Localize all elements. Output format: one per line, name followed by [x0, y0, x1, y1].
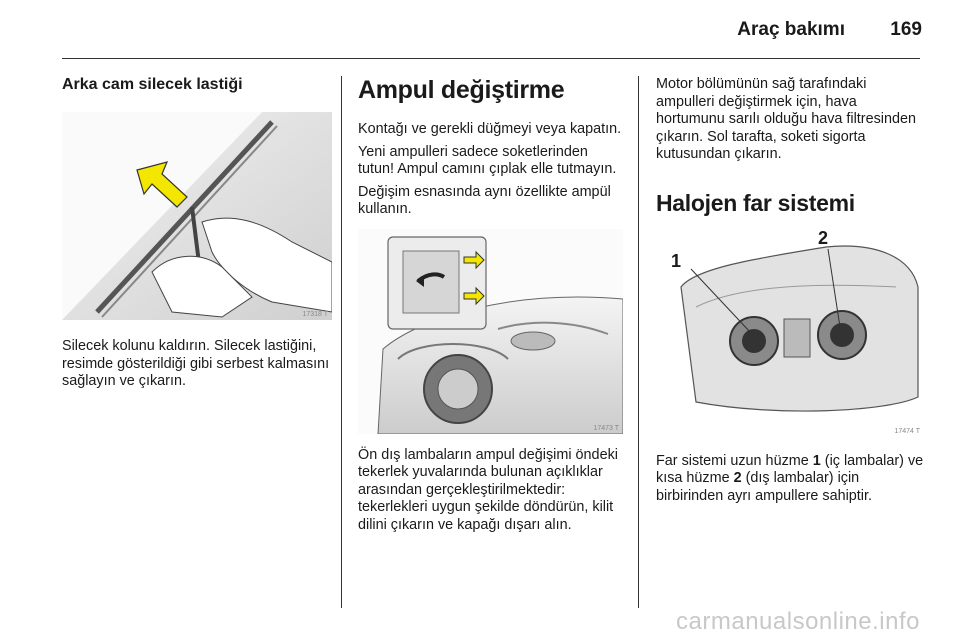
bulb-change-heading: Ampul değiştirme	[358, 76, 565, 104]
halogen-heading: Halojen far sistemi	[656, 189, 855, 216]
bulb-para-4: Ön dış lambaların ampul değişimi öndeki tekerlek yuvalarında bulunan açıklıklar arasından gerçekleştirilmektedir: tekerlekleri uygun şekilde döndürün, kilit dilini çıkarın ve kapağı dışarı alın.	[358, 446, 618, 533]
wiper-figure-number: 17318 T	[302, 311, 328, 318]
header-title: Araç bakımı	[737, 19, 845, 40]
car-figure	[358, 229, 623, 434]
wiper-text: Silecek kolunu kaldırın. Silecek lastiğini, resimde gösterildiği gibi serbest kalmasını sağlayın ve çıkarın.	[62, 338, 330, 389]
halogen-figure-number: 17474 T	[894, 427, 920, 435]
car-headlamp-illustration	[358, 229, 623, 434]
column-2	[358, 76, 623, 534]
wiper-figure	[62, 112, 332, 320]
wiper-blade-illustration	[62, 112, 332, 320]
column-3	[656, 76, 924, 505]
column-divider-1	[341, 76, 342, 608]
bulb-para-3: Değişim esnasında aynı özellikte ampül kullanın.	[358, 183, 611, 217]
column-1	[62, 76, 332, 391]
wiper-heading: Arka cam silecek lastiği	[62, 76, 243, 93]
bulb-para-2: Yeni ampulleri sadece soketlerinden tutun! Ampul camını çıplak elle tutmayın.	[358, 143, 617, 177]
bulb-label-2: 2	[818, 227, 829, 248]
header-rule	[62, 58, 920, 59]
bulb-label-1: 1	[671, 250, 682, 271]
car-figure-number: 17473 T	[593, 424, 619, 432]
headlamp-bulbs-illustration	[656, 227, 924, 437]
halogen-figure	[656, 227, 924, 437]
bulb-para-1: Kontağı ve gerekli düğmeyi veya kapatın.	[358, 121, 622, 137]
watermark: carmanualsonline.info	[676, 608, 920, 635]
engine-bay-text: Motor bölümünün sağ tarafındaki ampulleri değiştirmek için, hava hortumunu sarılı olduğu hava filtresinden çıkarın. Sol tarafta, soketi sigorta kutusundan çıkarın.	[656, 76, 916, 162]
column-divider-2	[638, 76, 639, 608]
page-number: 169	[890, 19, 922, 40]
halogen-text: Far sistemi uzun hüzme 1 (iç lambalar) ve kısa hüzme 2 (dış lambalar) için birbirinden ayrı ampullere sahiptir.	[656, 452, 924, 504]
